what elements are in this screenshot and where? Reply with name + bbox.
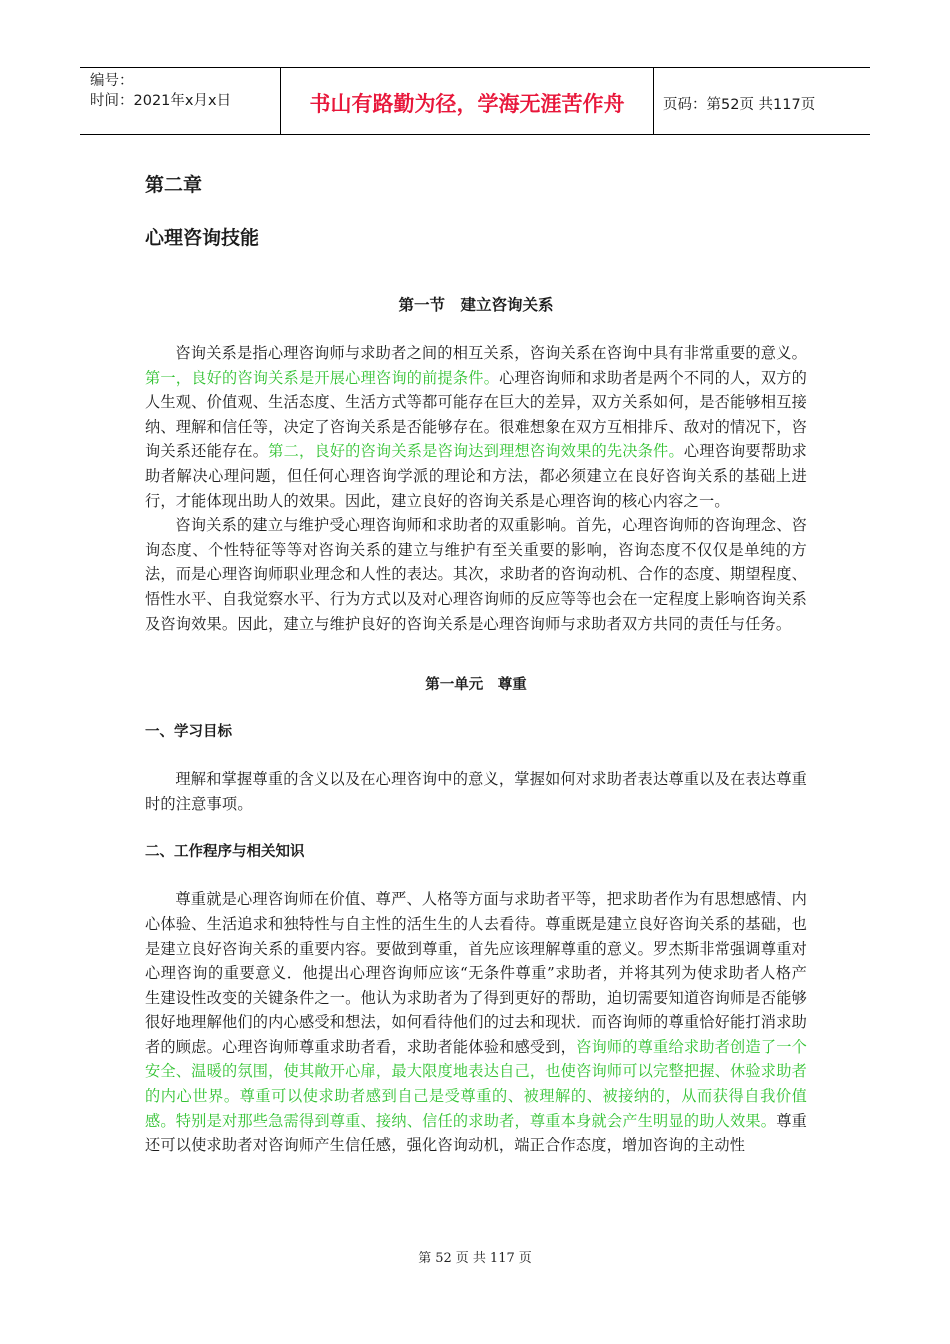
footer-prefix: 第	[418, 1251, 432, 1266]
header-time: 时间：2021年x月x日	[90, 93, 232, 109]
page-footer	[0, 1247, 950, 1266]
highlight-3: 咨询师的尊重给求助者创造了一个安全、温暖的氛围，使其敞开心扉，最大限度地表达自己，也使咨询师可以完整把握、休验求助者的内心世界。尊重可以使求助者感到自己是受尊重的、被理解的、被接纳的，从而获得自我价值感。特别是对那些急需得到尊重、接纳、信任的求助者，尊重本身就会产生明显的助人效果。	[145, 1037, 807, 1130]
highlight-2: 第二，良好的咨询关系是咨询达到理想咨询效果的先决条件。	[268, 442, 684, 461]
paragraph-1	[145, 341, 807, 513]
header-page-info: 页码：第52页 共117页	[663, 96, 816, 113]
header-meta	[80, 68, 281, 134]
chapter-title: 心理咨询技能	[145, 227, 260, 249]
footer-suffix: 页	[518, 1251, 532, 1266]
goals-paragraph: 理解和掌握尊重的含义以及在心理咨询中的意义，掌握如何对求助者表达尊重以及在表达尊重时的注意事项。	[145, 770, 807, 813]
page-header	[80, 67, 870, 135]
chapter-number: 第二章	[145, 174, 203, 196]
paragraph-1-a: 咨询关系是指心理咨询师与求助者之间的相互关系，咨询关系在咨询中具有非常重要的意义。	[175, 344, 807, 362]
highlight-1: 第一，良好的咨询关系是开展心理咨询的前提条件。	[145, 368, 500, 387]
paragraph-3-a: 尊重就是心理咨询师在价值、尊严、人格等方面与求助者平等，把求助者作为有思想感情、内心体验、生活追求和独特性与自主性的活生生的人去看待。尊重既是建立良好咨询关系的基础，也是建立良好咨询关系的重要内容。要做到尊重，首先应该理解尊重的意义。罗杰斯非常强调尊重对心理咨询的重要意义．他提出心理咨询师应该“无条件尊重”求助者，并将其列为使求助者人格产生建设性改变的关键条件之一。他认为求助者为了得到更好的帮助，迫切需要知道咨询师是否能够很好地理解他们的内心感受和想法，如何看待他们的过去和现状．而咨询师的尊重恰好能打消求助者的顾虑。心理咨询师尊重求助者看，求助者能体验和感受到，	[145, 890, 807, 1056]
subheading-procedure: 二、工作程序与相关知识	[145, 844, 305, 861]
unit-title: 第一单元 尊重	[425, 677, 527, 694]
header-number: 编号：	[90, 73, 134, 89]
document-body	[145, 168, 807, 1158]
section-title: 第一节 建立咨询关系	[398, 296, 554, 314]
paragraph-2: 咨询关系的建立与维护受心理咨询师和求助者的双重影响。首先，心理咨询师的咨询理念、咨询态度、个性特征等等对咨询关系的建立与维护有至关重要的影响，咨询态度不仅仅是单纯的方法，而是心理咨询师职业理念和人性的表达。其次，求助者的咨询动机、合作的态度、期望程度、悟性水平、自我觉察水平、行为方式以及对心理咨询师的反应等等也会在一定程度上影响咨询关系及咨询效果。因此，建立与维护良好的咨询关系是心理咨询师与求助者双方共同的责任与任务。	[145, 516, 807, 633]
paragraph-1-c: 心理咨询要帮助求助者解决心理问题，但任何心理咨询学派的理论和方法，都必须建立在良好咨询关系的基础上进行，才能体现出助人的效果。因此，建立良好的咨询关系是心理咨询的核心内容之一。	[145, 442, 807, 510]
paragraph-1-b: 心理咨询师和求助者是两个不同的人，双方的人生观、价值观、生活态度、生活方式等都可能存在巨大的差异，双方关系如何，是否能够相互接纳、理解和信任等，决定了咨询关系是否能够存在。很难想象在双方互相排斥、敌对的情况下，咨询关系还能存在。	[145, 368, 807, 461]
subheading-goals: 一、学习目标	[145, 724, 232, 741]
paragraph-3	[145, 887, 807, 1158]
paragraph-3-b: 尊重还可以使求助者对咨询师产生信任感，强化咨询动机，端正合作态度，增加咨询的主动性	[145, 1111, 808, 1155]
footer-page: 52	[435, 1251, 452, 1266]
footer-total: 117	[489, 1251, 515, 1266]
footer-middle: 页 共	[455, 1251, 486, 1266]
header-motto: 书山有路勤为径，学海无涯苦作舟	[281, 68, 654, 134]
